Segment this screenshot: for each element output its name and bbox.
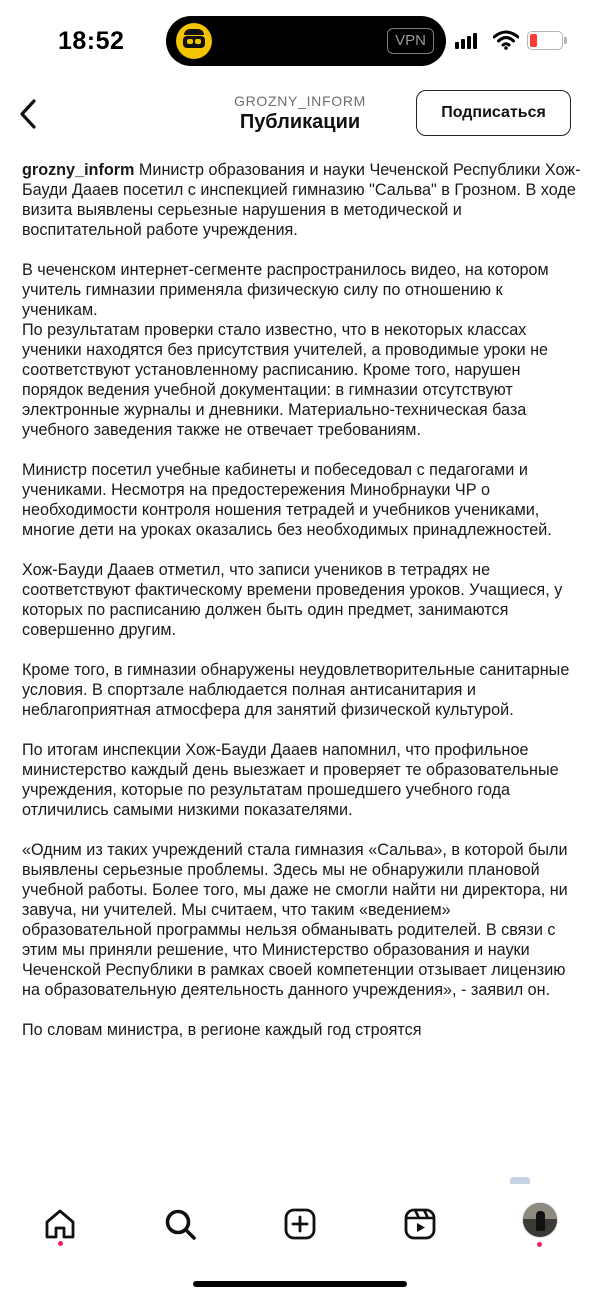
nav-profile-avatar[interactable] <box>522 1202 558 1238</box>
caption-paragraph: По итогам инспекции Хож-Бауди Даaев напомнил, что профильное министерство каждый день выезжает и проверяет те образовательные учреждения, которые по результатам прошедшего учебного года отличились самыми низкими показателями. <box>22 741 559 819</box>
battery-low-icon <box>527 31 563 50</box>
post-caption <box>22 160 582 1180</box>
publications-header <box>0 84 600 150</box>
home-notification-dot <box>58 1241 63 1246</box>
caption-paragraph: По результатам проверки стало известно, что в некоторых классах ученики находятся без присутствия учителей, а проводимые уроки не соответствуют установленному расписанию. Кроме того, нарушен порядок ведения учебной документации: в гимназии отсутствуют электронные журналы и дневники. Материально-техническая база учебного заведения также не отвечает требованиям. <box>22 321 549 439</box>
battery-level <box>530 34 537 47</box>
home-indicator[interactable] <box>193 1281 407 1287</box>
caption-paragraph: По словам министра, в регионе каждый год строятся <box>22 1021 422 1039</box>
create-post-icon <box>283 1207 317 1241</box>
caption-paragraph: grozny_inform Министр образования и науки Чеченской Республики Хож-Бауди Даaев посетил с инспекцией гимназию "Сальва" в Грозном. В ходе визита выявлены серьезные нарушения в методической и воспитательной работе учреждения. <box>22 161 581 239</box>
vpn-badge: VPN <box>387 28 434 54</box>
search-icon <box>163 1207 197 1241</box>
profile-notification-dot <box>537 1242 542 1247</box>
nav-create[interactable] <box>278 1202 322 1246</box>
caption-paragraph: Кроме того, в гимназии обнаружены неудовлетворительные санитарные условия. В спортзале наблюдается полная антисанитария и неблагоприятная атмосфера для занятий физической культурой. <box>22 661 570 719</box>
status-icons <box>455 30 570 52</box>
caption-paragraph: Хож-Бауди Даaев отметил, что записи учеников в тетрадях не соответствуют фактическому времени проведения уроков. Учащиеся, у которых по расписанию должен быть один предмет, занимаются совершенно другим. <box>22 561 563 639</box>
home-icon <box>43 1207 77 1241</box>
caption-paragraph: «Одним из таких учреждений стала гимназия «Сальва», в которой были выявлены серьезные проблемы. Здесь мы не обнаружили плановой учебной работы. Более того, мы даже не смогли найти ни директора, ни завуча, ни учителей. Мы считаем, что таким «ведением» образовательной программы нельзя обманывать родителей. В связи с этим мы приняли решение, что Министерство образования и науки Чеченской Республики в рамках своей компетенции отзывает лицензию на образовательную деятельность данного учреждения», - заявил он. <box>22 841 568 999</box>
caption-paragraph: Министр посетил учебные кабинеты и побеседовал с педагогами и учениками. Несмотря на предостережения Минобрнауки ЧР о необходимости контроля ношения тетрадей и учебников учениками, многие дети на уроках оказались без необходимых принадлежностей. <box>22 461 552 539</box>
reels-icon <box>403 1207 437 1241</box>
status-time: 18:52 <box>58 27 125 55</box>
dynamic-island <box>166 16 446 66</box>
header-username[interactable]: GROZNY_INFORM <box>234 93 366 109</box>
back-button[interactable] <box>14 94 46 134</box>
nav-reels[interactable] <box>398 1202 442 1246</box>
nav-home[interactable] <box>38 1202 82 1246</box>
live-activity-avatar <box>176 23 212 59</box>
status-bar <box>0 0 600 84</box>
chevron-left-icon <box>14 94 46 134</box>
subscribe-button[interactable]: Подписаться <box>416 90 571 136</box>
author-username[interactable]: grozny_inform <box>22 161 135 179</box>
caption-paragraph: В чеченском интернет-сегменте распространилось видео, на котором учитель гимназии применяла физическую силу по отношению к ученикам. <box>22 261 549 319</box>
nav-search[interactable] <box>158 1202 202 1246</box>
page-title: Публикации <box>239 111 361 133</box>
wifi-icon <box>493 30 519 50</box>
